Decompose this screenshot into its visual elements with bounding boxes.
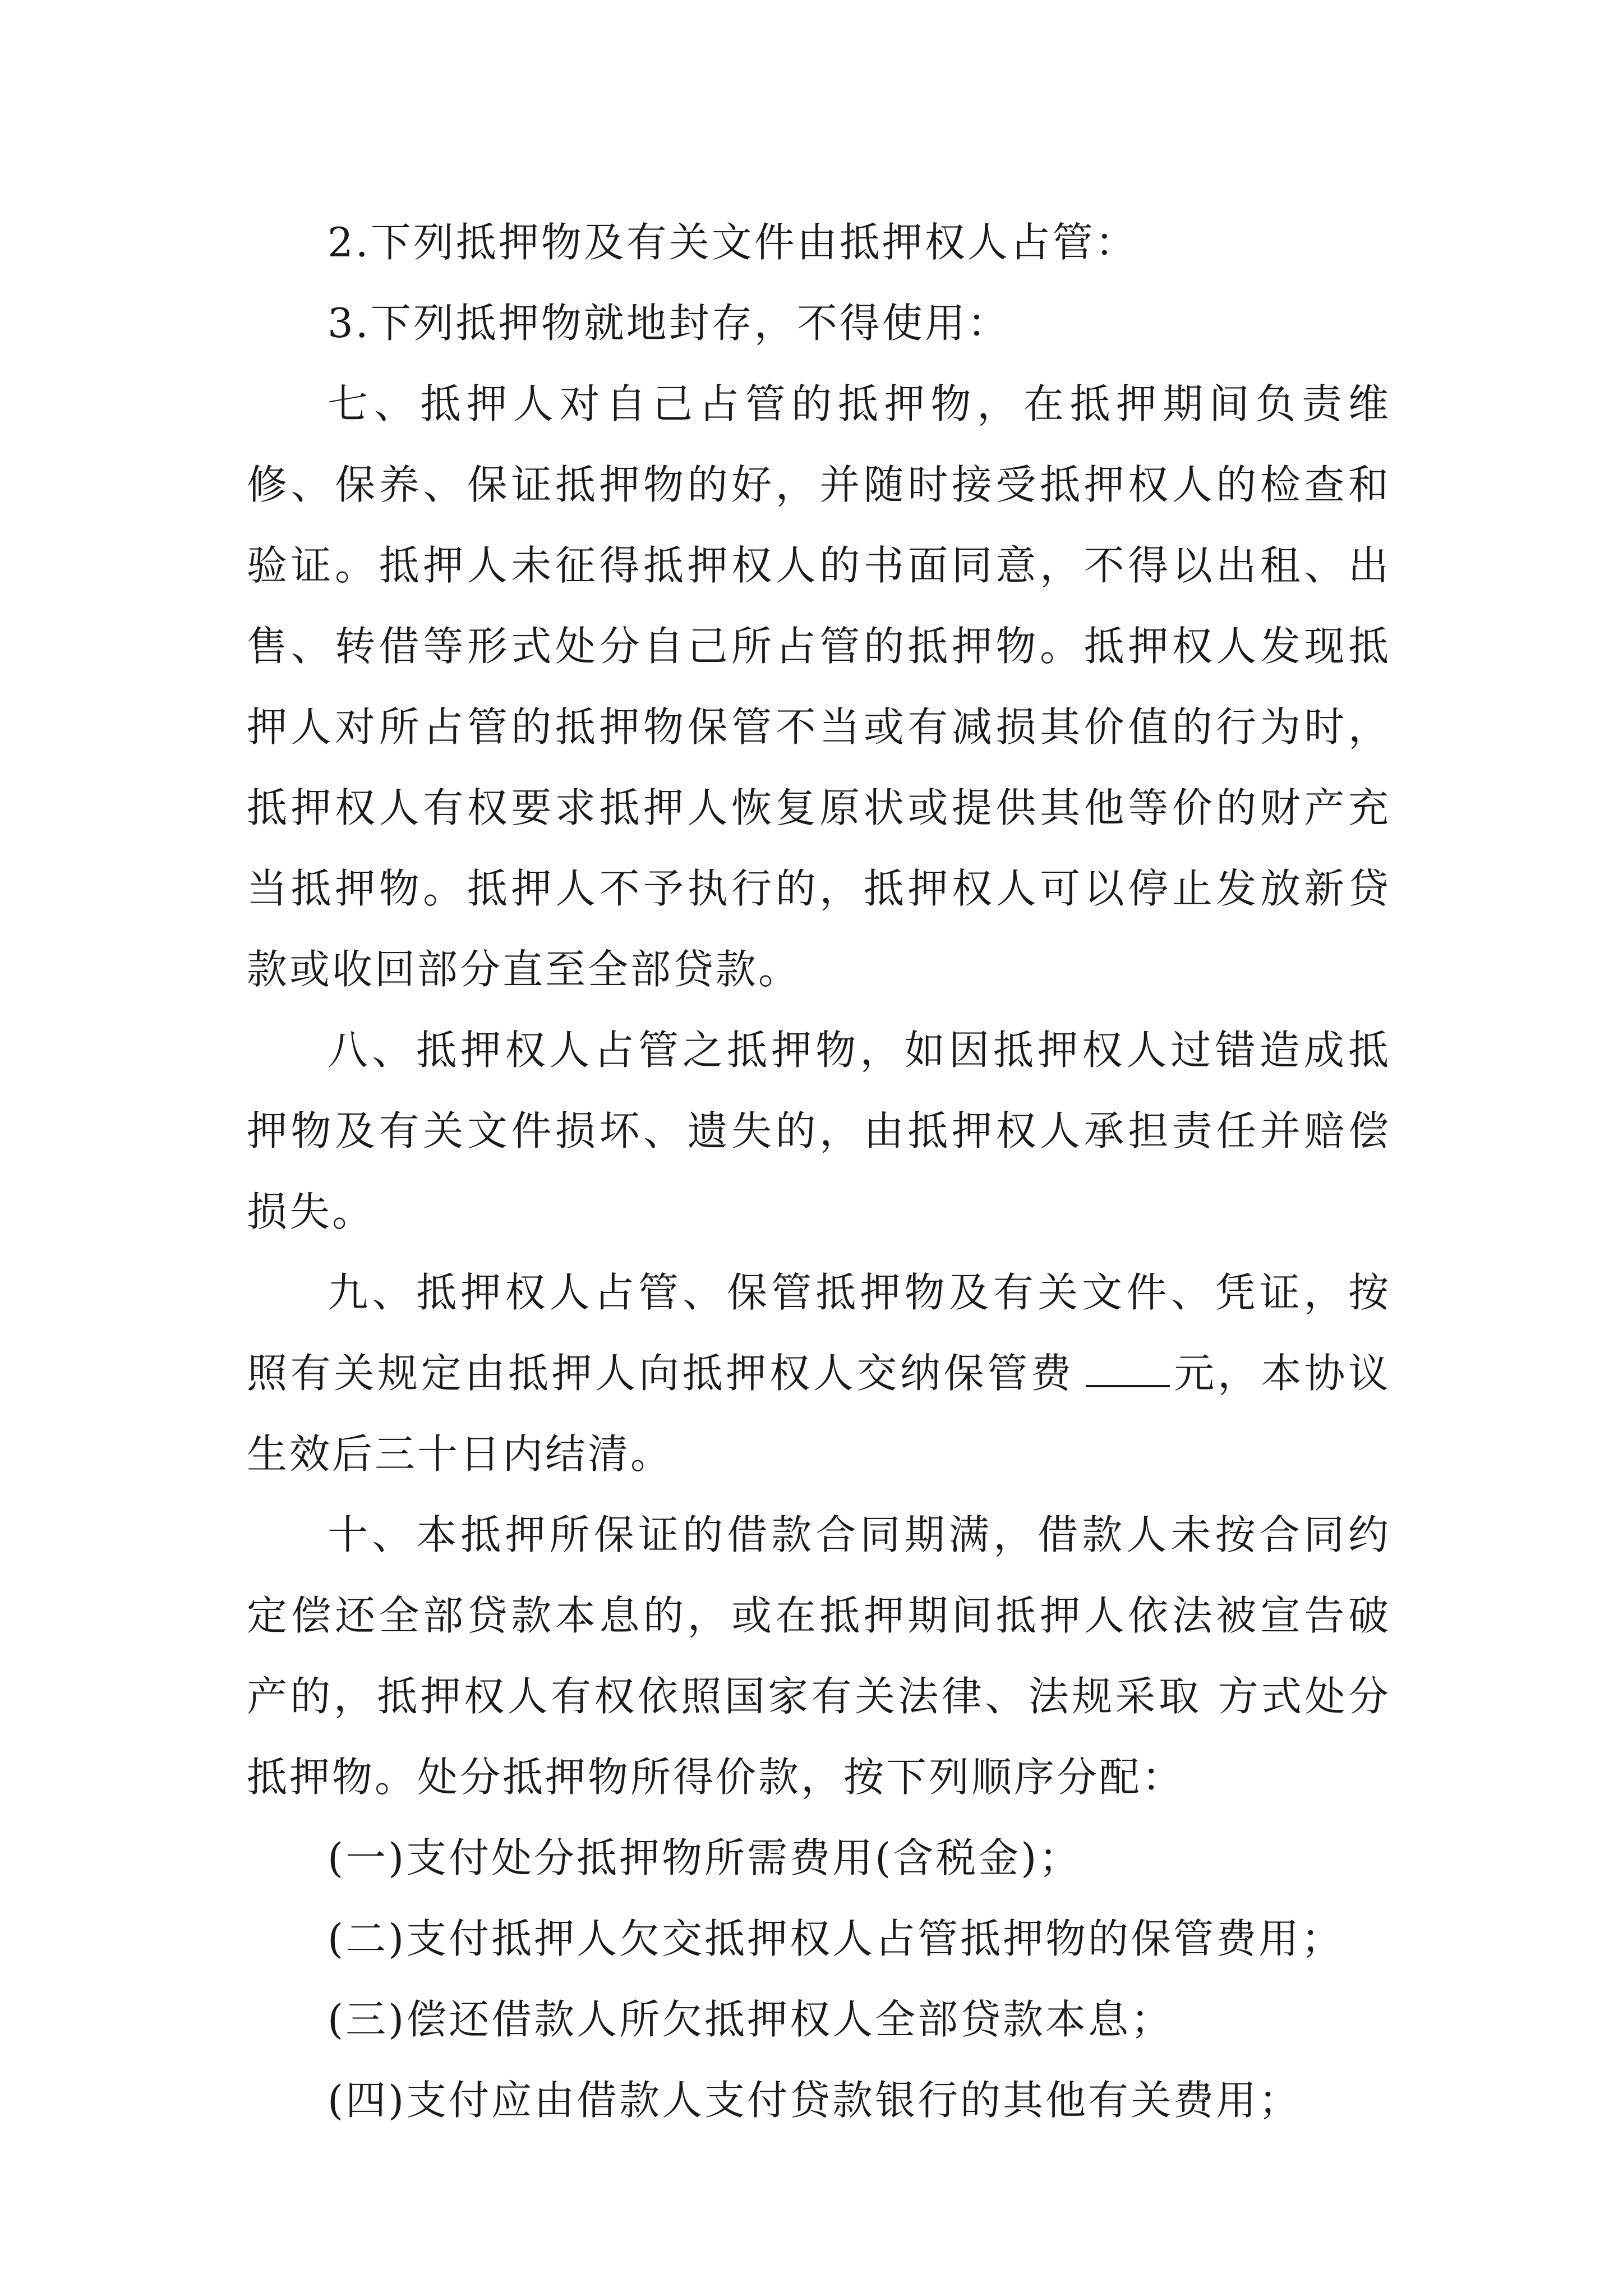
- distribution-item-4: (四)支付应由借款人支付贷款银行的其他有关费用；: [328, 2077, 1302, 2124]
- distribution-item-2: (二)支付抵押人欠交抵押权人占管抵押物的保管费用；: [328, 1915, 1344, 1962]
- clause-item-3: 3.下列抵押物就地封存，不得使用：: [328, 300, 1010, 347]
- distribution-item-1: (一)支付处分抵押物所需费用(含税金)；: [328, 1834, 1082, 1881]
- clause-seven: 七、抵押人对自己占管的抵押物，在抵押期间负责维修、保养、保证抵押物的好，并随时接受抵押权人的检查和验证。抵押人未征得抵押权人的书面同意，不得以出租、出售、转借等形式处分自己所占管的抵押物。抵押权人发现抵押人对所占管的抵押物保管不当或有减损其价值的行为时，抵押权人有权要求抵押人恢复原状或提供其他等价的财产充当抵押物。抵押人不予执行的，抵押权人可以停止发放新贷款或收回部分直至全部贷款。: [247, 380, 1391, 993]
- clause-nine-text-after: 元，本协议生效后三十日内结清。: [247, 1350, 1391, 1478]
- document-page: [247, 202, 1391, 2141]
- clause-ten: 十、本抵押所保证的借款合同期满，借款人未按合同约定偿还全部贷款本息的，或在抵押期间抵押人依法被宣告破产的，抵押权人有权依照国家有关法律、法规采取 方式处分抵押物。处分抵押物所得价款，按下列顺序分配：: [247, 1511, 1391, 1801]
- distribution-item-3: (三)偿还借款人所欠抵押权人全部贷款本息；: [328, 1996, 1174, 2043]
- clause-nine: [247, 1252, 1391, 1494]
- fee-amount-blank: [1086, 1351, 1170, 1387]
- clause-eight: 八、抵押权人占管之抵押物，如因抵押权人过错造成抵押物及有关文件损坏、遗失的，由抵押权人承担责任并赔偿损失。: [247, 1027, 1391, 1235]
- clause-item-2: 2.下列抵押物及有关文件由抵押权人占管：: [328, 219, 1138, 266]
- clause-nine-text-before: 九、抵押权人占管、保管抵押物及有关文件、凭证，按照有关规定由抵押人向抵押权人交纳保管费: [247, 1269, 1391, 1397]
